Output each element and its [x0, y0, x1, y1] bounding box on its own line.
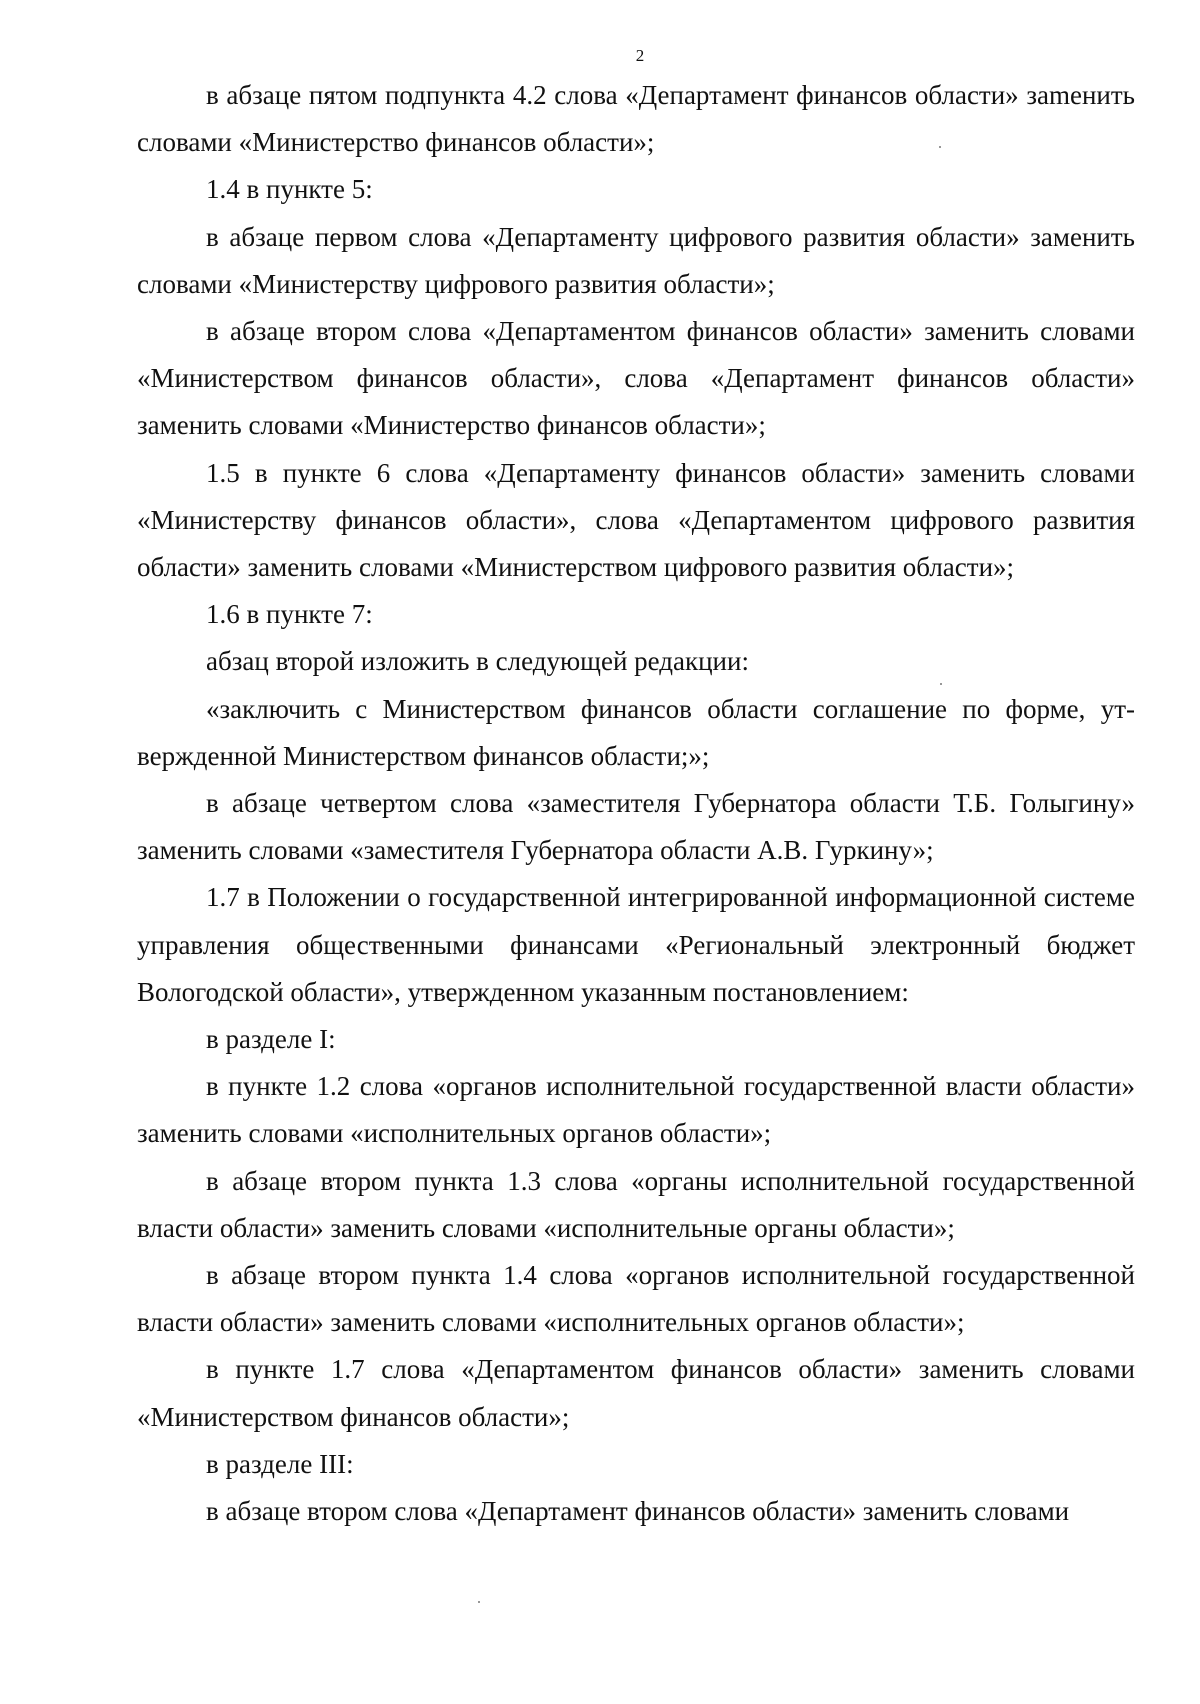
paragraph: 1.6 в пункте 7: [206, 599, 373, 630]
paragraph: абзац второй изложить в следующей редакции: [206, 646, 749, 677]
paragraph: в абзаце четвертом слова «заместителя Губернатора области Т.Б. Голыгину» заменить словами «заместителя Губернатора области А.В. Гуркину»; [137, 788, 1135, 866]
paragraph: 1.5 в пункте 6 слова «Департаменту финансов области» заменить словами «Министерству финансов области», слова «Департаментом цифрового развития области» заменить словами «Министерством цифрового развития области»; [137, 457, 1135, 583]
paragraph: в абзаце первом слова «Департаменту цифрового развития области» заменить словами «Министерству цифрового развития области»; [137, 221, 1135, 299]
paragraph: «заключить с Министерством финансов области соглашение по форме, утвержденной Министерством финансов области;»; [137, 693, 1135, 771]
scan-speck [478, 1601, 480, 1603]
paragraph: в абзаце втором пункта 1.4 слова «органов исполнительной государственной власти области» заменить словами «исполнительных органов области»; [137, 1260, 1135, 1338]
scan-speck [939, 146, 941, 148]
paragraph: в пункте 1.7 слова «Департаментом финансов области» заменить словами «Министерством финансов области»; [137, 1354, 1135, 1432]
paragraph: 1.7 в Положении о государственной интегрированной информационной системе управления общественными финансами «Региональный электронный бюджет Вологодской области», утвержденном указанным постановлением: [137, 882, 1135, 1007]
paragraph: 1.4 в пункте 5: [206, 174, 373, 205]
paragraph: в абзаце втором слова «Департаментом финансов области» заменить словами «Министерством финансов области», слова «Департамент финансов области» заменить словами «Министерство финансов области»; [137, 316, 1135, 441]
paragraph: в абзаце втором пункта 1.3 слова «органы исполнительной государственной власти области» заменить словами «исполнительные органы области»; [137, 1165, 1135, 1243]
paragraph: в разделе III: [206, 1448, 354, 1479]
scan-speck [940, 683, 942, 685]
paragraph: в абзаце пятом подпункта 4.2 слова «Департамент финансов области» заmенить словами «Министерство финансов области»; [137, 80, 1135, 158]
paragraph: в пункте 1.2 слова «органов исполнительной государственной власти области» заменить словами «исполнительных органов области»; [137, 1071, 1135, 1149]
paragraph: в разделе I: [206, 1024, 336, 1055]
document-body [137, 72, 1135, 1535]
paragraph: в абзаце втором слова «Департамент финансов области» заменить словами [206, 1496, 1070, 1527]
page-number: 2 [635, 46, 645, 65]
